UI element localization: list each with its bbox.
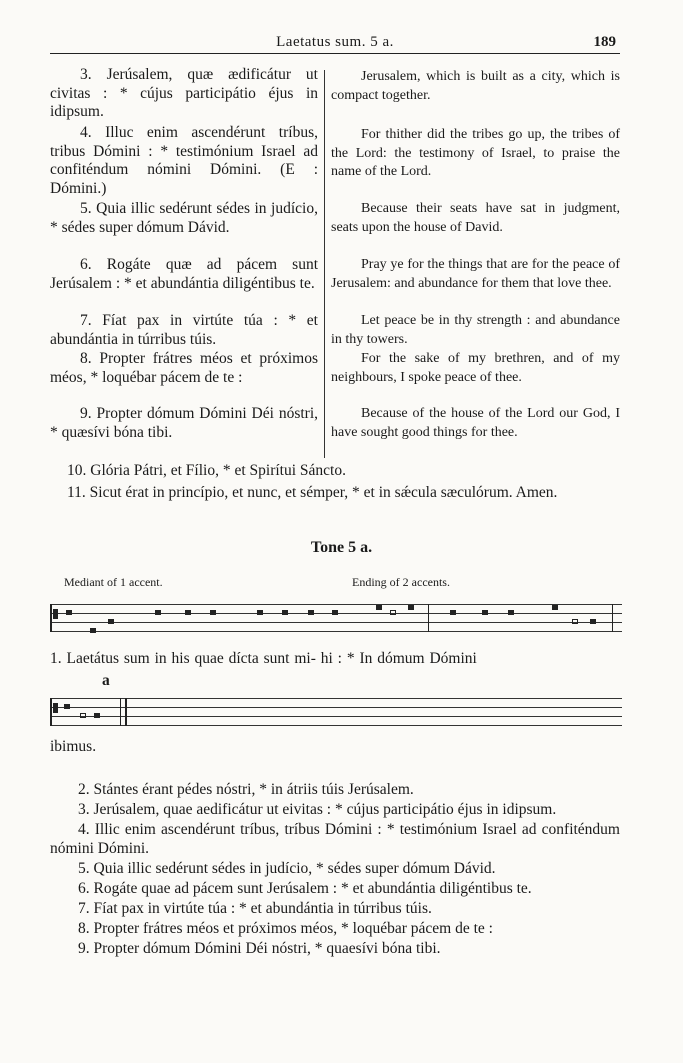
final-bar [120, 698, 121, 726]
neume-punctum [376, 605, 382, 610]
psalm-verse: 3. Jerúsalem, quae aedificátur ut eivitas : * cújus participátio éjus in idipsum. [78, 801, 557, 818]
latin-verse: 4. Illuc enim ascendérunt tríbus, tribus Dómini : * testimónium Israel ad confiténdum nómini Dómini. (E : Dómini.) [50, 124, 318, 197]
neume-hollow [80, 713, 86, 718]
psalm-verse: 2. Stántes érant pédes nóstri, * in átriis túis Jerúsalem. [78, 781, 414, 798]
staff-start-bar [50, 698, 52, 726]
do-clef-icon [53, 703, 58, 713]
chant-staff-1 [50, 600, 622, 640]
neume-punctum [155, 610, 161, 615]
neume-punctum [508, 610, 514, 615]
english-verse: For the sake of my brethren, and of my neighbours, I spoke peace of thee. [331, 351, 620, 385]
english-verse: Because of the house of the Lord our God, I have sought good things for thee. [331, 406, 620, 440]
neume-punctum [552, 605, 558, 610]
tone-heading: Tone 5 a. [310, 539, 373, 556]
english-verse: For thither did the tribes go up, the tribes of the Lord: the testimony of Israel, to praise the name of the Lord. [331, 127, 620, 180]
neume-punctum [282, 610, 288, 615]
latin-verse: 6. Rogáte quæ ad pácem sunt Jerúsalem : * et abundántia diligéntibus te. [50, 256, 318, 292]
neume-punctum [408, 605, 414, 610]
neume-hollow [572, 619, 578, 624]
latin-verse: 3. Jerúsalem, quæ ædificátur ut civitas : * cújus participátio éjus in idipsum. [50, 66, 318, 121]
do-clef-icon [53, 609, 58, 619]
staff-start-bar [50, 604, 52, 632]
final-bar [125, 698, 127, 726]
psalm-verse: 5. Quia illic sedérunt sédes in judício, * sédes super dómum Dávid. [78, 860, 496, 877]
neume-punctum [108, 619, 114, 624]
english-verse: Pray ye for the things that are for the peace of Jerusalem: and abundance for them that love thee. [331, 257, 620, 291]
neume-punctum [210, 610, 216, 615]
staff-end-bar [612, 604, 613, 632]
neume-punctum [64, 704, 70, 709]
neume-punctum [590, 619, 596, 624]
latin-verse: 9. Propter dómum Dómini Déi nóstri, * quæsívi bóna tibi. [50, 405, 318, 441]
english-verse: Let peace be in thy strength : and abundance in thy towers. [331, 313, 620, 347]
chant-text-line-1: 1. Laetátus sum in his quae dícta sunt mi- hi : * In dómum Dómini [50, 650, 477, 667]
latin-verse: 7. Fíat pax in virtúte túa : * et abundántia in túrribus túis. [50, 312, 318, 348]
neume-punctum [482, 610, 488, 615]
psalm-verse: 7. Fíat pax in virtúte túa : * et abundántia in túrribus túis. [78, 900, 432, 917]
page-number: 189 [593, 34, 616, 50]
neume-hollow [390, 610, 396, 615]
header-title: Laetatus sum. 5 a. [276, 34, 394, 50]
chant-staff-2 [50, 694, 622, 730]
chant-syllable: a [102, 672, 110, 689]
doxology-verse: 10. Glória Pátri, et Fílio, * et Spirítui Sáncto. [67, 462, 346, 479]
psalm-verse: 6. Rogáte quae ad pácem sunt Jerúsalem : * et abundántia diligéntibus te. [78, 880, 532, 897]
mediant-label: Mediant of 1 accent. [64, 575, 163, 589]
english-verse: Because their seats have sat in judgment, seats upon the house of David. [331, 201, 620, 235]
chant-text-line-2: ibimus. [50, 738, 97, 755]
neume-punctum [66, 610, 72, 615]
neume-punctum [308, 610, 314, 615]
english-verse: Jerusalem, which is built as a city, which is compact together. [331, 69, 620, 103]
psalm-verse: 9. Propter dómum Dómini Déi nóstri, * quaesívi bóna tibi. [78, 940, 441, 957]
neume-punctum [450, 610, 456, 615]
psalm-verse: 4. Illic enim ascendérunt tríbus, tríbus Dómini : * testimónium Israel ad confiténdum nómini Dómini. [50, 821, 620, 857]
psalm-verse: 8. Propter frátres méos et próximos méos, * loquébar pácem de te : [78, 920, 493, 937]
ending-label: Ending of 2 accents. [352, 575, 450, 589]
neume-punctum [90, 628, 96, 633]
mediant-bar [428, 604, 429, 632]
psalm-verse-list [50, 780, 620, 959]
neume-punctum [94, 713, 100, 718]
neume-punctum [185, 610, 191, 615]
neume-punctum [257, 610, 263, 615]
latin-verse: 8. Propter frátres méos et próximos méos, * loquébar pácem de te : [50, 350, 318, 386]
doxology-verse: 11. Sicut érat in princípio, et nunc, et sémper, * et in sǽcula sæculórum. Amen. [67, 484, 558, 501]
running-header [50, 34, 620, 54]
latin-verse: 5. Quia illic sedérunt sédes in judício, * sédes super dómum Dávid. [50, 200, 318, 236]
neume-punctum [332, 610, 338, 615]
psalm-two-columns [50, 66, 620, 458]
column-divider [324, 70, 325, 458]
